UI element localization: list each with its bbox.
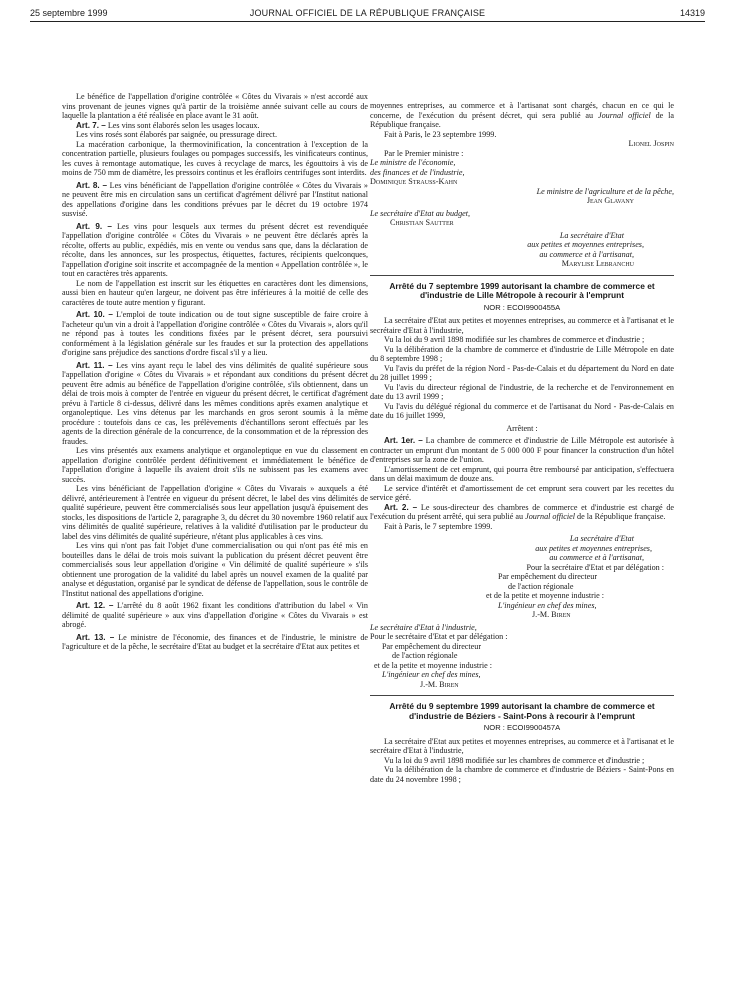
paragraph: Le service d'intérêt et d'amortissement de cet emprunt sera couvert par les recettes du service géré. <box>370 483 674 502</box>
signature-lebranchu: Marylise Lebranchu <box>561 259 634 268</box>
signature-block-line: L'ingénieur en chef des mines, <box>498 600 597 610</box>
signature-glavany: Jean Glavany <box>586 196 634 205</box>
signature-block-line: Pour la secrétaire d'Etat et par délégation : <box>526 562 664 572</box>
signature-block-line: aux petites et moyennes entreprises, <box>535 543 652 553</box>
signature-date: Fait à Paris, le 7 septembre 1999. <box>384 521 493 531</box>
article-label: Art. 7. – <box>76 120 106 130</box>
left-column <box>62 92 368 992</box>
article-text: La chambre de commerce et d'industrie de Lille Métropole est autorisée à contracter un emprunt d'un montant de 5 000 000 F pour financer la construction d'un hôtel d'entreprises sur la zone de l'union. <box>370 436 674 464</box>
signature-biren: J.-M. Biren <box>420 679 459 689</box>
journal-officiel-ref: Journal officiel <box>525 512 575 521</box>
arrete-lille-art1 <box>370 436 674 465</box>
paragraph: Les vins présentés aux examens analytique et organoleptique en vue du classement en appellation d'origine contrôlée perdent définitivement et immédiatement le bénéfice de l'appellation d'origine à laquelle ils avaient droit s'ils ne subissent pas les examens avec succès. <box>62 446 368 484</box>
paragraph: La macération carbonique, la thermovinification, la concentration à l'exception de la concentration partielle, plusieurs foulages ou pompages successifs, les vinificateurs continus, les cuves à remontage automatique, les cuves à recyclage de marcs, les égouttoirs à vis de moins de 750 mm de diamètre, les pressoirs continus et les érafloirs centrifuges sont interdits. <box>62 139 368 177</box>
signature-strauss-kahn: Dominique Strauss-Kahn <box>370 177 458 186</box>
signature-block-line: Pour le secrétaire d'Etat et par délégation : <box>370 632 508 641</box>
secretary-pme-line3: au commerce et à l'artisanat, <box>539 249 634 259</box>
par-premier-ministre: Par le Premier ministre : <box>384 148 464 158</box>
article-text: Les vins bénéficiant de l'appellation d'origine contrôlée « Côtes du Vivarais » ne peuvent être mis en circulation sans un certificat d'agrément délivré par l'Institut national des appellations d'origine dans les conditions prévues par le décret du 19 octobre 1974 susvisé. <box>62 180 368 218</box>
page-header <box>30 6 705 22</box>
article-text: Les vins ayant reçu le label des vins délimités de qualité supérieure sous l'appellation d'origine « Côtes du Vivarais » et répondant aux conditions du présent décret peuvent être admis au bénéfice de l'appellation d'origine contrôlée, s'ils obtiennent, dans un délai de trois mois à compter de l'entrée en vigueur du présent décret, le certificat d'agrément prévu à l'article 8 ci-dessus, délivré dans les mêmes conditions après examen analytique et organoleptique. Les vins détenus par les marchands en gros seront soumis à la même procédure : toutefois dans ce cas, les prélèvements d'échantillons seront effectués par les agents de la direction générale de la concurrence, de la consommation et de la répression des fraudes. <box>62 360 368 446</box>
header-rule <box>30 21 705 22</box>
right-column <box>370 101 674 991</box>
journal-officiel-ref: Journal officiel <box>597 110 651 120</box>
signature-block-line: Par empêchement du directeur <box>498 572 598 581</box>
paragraph: Les vins bénéficiant de l'appellation d'origine « Côtes du Vivarais » auxquels a été délivré, antérieurement à l'entrée en vigueur du présent décret, le label des vins délimités de qualité supérieure, peuvent être commercialisés sous leur appellation jusqu'à épuisement des stocks, les dispositions de l'article 2, paragraphe 3, du décret du 30 novembre 1960 relatif aux vins délimités de qualité supérieure, relatives à la validité d'utilisation par le producteur du label des vins délimités de qualité supérieure, n'étant plus applicables à ces vins. <box>62 484 368 541</box>
signature-block-line: et de la petite et moyenne industrie : <box>374 660 492 670</box>
secretary-budget: Le secrétaire d'Etat au budget, <box>370 208 471 218</box>
header-page-number: 14319 <box>679 8 705 18</box>
signature-block-line: Le secrétaire d'Etat à l'industrie, <box>370 622 477 632</box>
article-9 <box>62 222 368 279</box>
minister-economy-line1: Le ministre de l'économie, <box>370 158 456 167</box>
article-label: Art. 11. – <box>76 360 113 370</box>
article-13 <box>62 633 368 652</box>
secretary-pme-line2: aux petites et moyennes entreprises, <box>527 240 644 249</box>
section-divider <box>370 275 674 276</box>
article-text: L'arrêté du 8 août 1962 fixant les conditions d'attribution du label « Vin délimité de qualité supérieure » aux vins d'appellation d'origine « Côtes du Vivarais » est abrogé. <box>62 601 368 629</box>
article-10 <box>62 310 368 358</box>
article-label: Art. 12. – <box>76 601 114 610</box>
article-11 <box>62 361 368 447</box>
article-label: Art. 2. – <box>384 502 418 512</box>
minister-economy-line2: des finances et de l'industrie, <box>370 167 465 177</box>
paragraph: Le bénéfice de l'appellation d'origine contrôlée « Côtes du Vivarais » n'est accordé aux vins provenant de jeunes vignes qu'à partir de la troisième année suivant celle au cours de laquelle la plantation a été réalisée en place avant le 31 août. <box>62 92 368 120</box>
paragraph: La secrétaire d'Etat aux petites et moyennes entreprises, au commerce et à l'artisanat et le secrétaire d'Etat à l'industrie, <box>370 316 674 335</box>
minister-agriculture: Le ministre de l'agriculture et de la pêche, <box>536 186 674 196</box>
article-label: Art. 9. – <box>76 221 112 231</box>
article-text: Les vins sont élaborés selon les usages locaux. <box>105 120 260 130</box>
signature-block-line: Par empêchement du directeur <box>382 641 482 651</box>
visa: Vu la loi du 9 avril 1898 modifiée sur les chambres de commerce et d'industrie ; <box>384 755 645 765</box>
visa: Vu la loi du 9 avril 1898 modifiée sur les chambres de commerce et d'industrie ; <box>384 335 645 344</box>
visa: Vu l'avis du délégué régional du commerce et de l'artisanat du Nord - Pas-de-Calais en date du 16 juillet 1999, <box>370 401 674 420</box>
article-7 <box>62 121 368 131</box>
decree-closing: moyennes entreprises, au commerce et à l'artisanat sont chargés, chacun en ce qui le concerne, de l'exécution du présent décret, qui sera publié au Journal officiel de la République française. <box>370 101 674 129</box>
visa: Vu la délibération de la chambre de commerce et d'industrie de Béziers - Saint-Pons en date du 24 novembre 1998 ; <box>370 765 674 784</box>
visa: Vu l'avis du directeur régional de l'industrie, de la recherche et de l'environnement en date du 13 avril 1999 ; <box>370 382 674 401</box>
arretent: Arrêtent : <box>506 423 538 433</box>
article-label: Art. 13. – <box>76 632 115 642</box>
article-12 <box>62 601 368 630</box>
article-label: Art. 10. – <box>76 310 113 319</box>
arrete-lille-art2: Art. 2. – Le sous-directeur des chambres de commerce et d'industrie est chargé de l'exécution du présent arrêté, qui sera publié au Journal officiel de la République française. <box>370 502 674 521</box>
article-text: Les vins pour lesquels aux termes du présent décret est revendiquée l'appellation d'origine contrôlée « Côtes du Vivarais » ne peuvent être déclarés après la récolte, offerts au public, expédiés, mis en vente ou vendus sans que, dans la déclaration de récolte, dans les annonces, sur les prospectus, étiquettes, factures, récipients quelconques, l'appellation d'origine soit inscrite et accompagnée de la mention « Appellation contrôlée », le tout en caractères très apparents. <box>62 221 368 278</box>
arrete-beziers-title: Arrêté du 9 septembre 1999 autorisant la chambre de commerce et d'industrie de Béziers - Saint-Pons à recourir à l'emprunt <box>389 701 655 721</box>
header-date: 25 septembre 1999 <box>30 8 108 18</box>
signature-block-line: et de la petite et moyenne industrie : <box>486 591 604 600</box>
arrete-lille-title: Arrêté du 7 septembre 1999 autorisant la chambre de commerce et d'industrie de Lille Métropole à recourir à l'emprunt <box>389 280 655 300</box>
paragraph: Le nom de l'appellation est inscrit sur les étiquettes en caractères dont les dimensions, aussi bien en hauteur qu'en largeur, ne doivent pas être inférieures à la moitié de celle des caractères de toute autre mention y figurant. <box>62 278 368 307</box>
signature-block-line: L'ingénieur en chef des mines, <box>382 670 481 679</box>
signature-jospin: Lionel Jospin <box>628 139 674 148</box>
article-8 <box>62 181 368 219</box>
article-label: Art. 1er. – <box>384 436 423 445</box>
paragraph: L'amortissement de cet emprunt, qui pourra être remboursé par anticipation, s'effectuera dans un délai maximum de douze ans. <box>370 464 674 483</box>
visa: Vu l'avis du préfet de la région Nord - Pas-de-Calais et du département du Nord en date du 28 juillet 1999 ; <box>370 363 674 382</box>
signature-block-line: La secrétaire d'Etat <box>569 534 634 543</box>
article-text: L'emploi de toute indication ou de tout signe susceptible de faire croire à l'acheteur qu'un vin a droit à l'appellation d'origine contrôlée « Côtes du Vivarais », alors qu'il ne répond pas à toutes les conditions fixées par le présent décret, sera poursuivi conformément à la législation générale sur les fraudes et sur la protection des appellations d'origine sans préjudice des sanctions d'ordre fiscal s'il y a lieu. <box>62 310 368 357</box>
section-divider <box>370 695 674 696</box>
signature-block-line: de l'action régionale <box>508 581 574 591</box>
signature-block-line: au commerce et à l'artisanat, <box>549 553 644 562</box>
paragraph: La secrétaire d'Etat aux petites et moyennes entreprises, au commerce et à l'artisanat et le secrétaire d'Etat à l'industrie, <box>370 736 674 755</box>
signature-block-line: de l'action régionale <box>392 651 458 660</box>
visa: Vu la délibération de la chambre de commerce et d'industrie de Lille Métropole en date du 8 septembre 1998 ; <box>370 344 674 363</box>
secretary-pme-line1: La secrétaire d'Etat <box>559 230 624 240</box>
article-text: Le ministre de l'économie, des finances et de l'industrie, le ministre de l'agriculture et de la pêche, le secrétaire d'Etat au budget et la secrétaire d'Etat aux petites et <box>62 632 368 651</box>
signature-date: Fait à Paris, le 23 septembre 1999. <box>384 129 497 139</box>
header-journal-title: JOURNAL OFFICIEL DE LA RÉPUBLIQUE FRANÇAISE <box>249 8 486 18</box>
paragraph: Les vins rosés sont élaborés par saignée, ou pressurage direct. <box>76 130 278 139</box>
arrete-beziers-nor: NOR : ECOI9900457A <box>483 723 561 732</box>
signature-biren: J.-M. Biren <box>532 610 571 619</box>
arrete-lille-nor: NOR : ECOI9900455A <box>483 302 561 312</box>
article-label: Art. 8. – <box>76 180 108 190</box>
paragraph: Les vins qui n'ont pas fait l'objet d'une commercialisation ou qui n'ont pas été mis en bouteilles dans le délai de trois mois suivant la publication du présent décret peuvent être commercialisés sous leur appellation d'origine « Vin délimité de qualité supérieure » s'ils obtiennent une prorogation de la validité du label après un nouvel examen de la qualité par analyse et dégustation, organisé par le syndicat de défense de l'appellation, sous le contrôle de l'Institut national des appellations d'origine. <box>62 541 368 598</box>
signature-sautter: Christian Sautter <box>390 218 454 227</box>
